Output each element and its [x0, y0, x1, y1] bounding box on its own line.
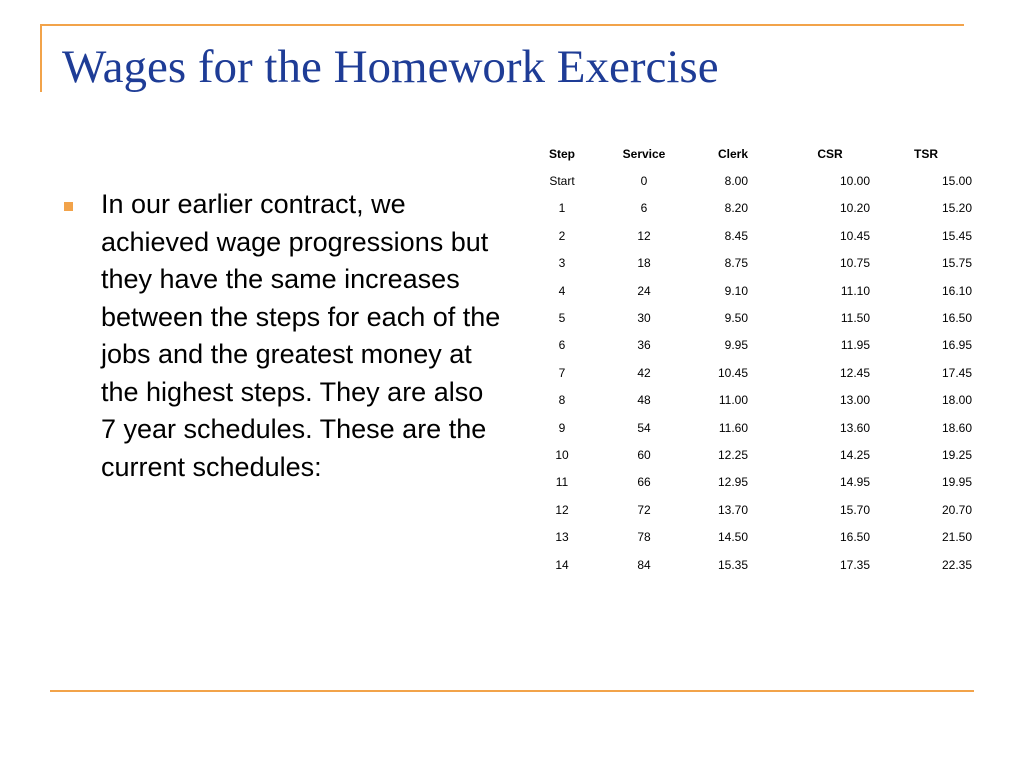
table-row	[520, 523, 974, 550]
cell-step: 1	[558, 201, 566, 216]
cell-csr: 10.45	[839, 228, 870, 243]
header-csr: CSR	[817, 146, 843, 161]
cell-csr: 16.50	[839, 530, 870, 545]
cell-service: 30	[637, 311, 651, 326]
cell-csr: 10.20	[839, 201, 870, 216]
cell-clerk: 10.45	[717, 365, 748, 380]
cell-tsr: 18.60	[941, 420, 972, 435]
cell-step: Start	[549, 174, 575, 189]
cell-step: 7	[558, 365, 566, 380]
cell-csr: 13.00	[839, 393, 870, 408]
table-row	[520, 167, 974, 194]
cell-service: 12	[637, 228, 651, 243]
cell-tsr: 16.10	[941, 283, 972, 298]
cell-step: 14	[555, 557, 569, 572]
cell-tsr: 15.20	[941, 201, 972, 216]
cell-step: 4	[558, 283, 566, 298]
slide-title: Wages for the Homework Exercise	[62, 41, 719, 93]
cell-step: 9	[558, 420, 566, 435]
table-row	[520, 250, 974, 277]
cell-service: 36	[637, 338, 651, 353]
cell-clerk: 11.00	[718, 393, 748, 408]
cell-csr: 12.45	[839, 365, 870, 380]
cell-csr: 13.60	[839, 420, 870, 435]
cell-tsr: 17.45	[941, 365, 972, 380]
cell-clerk: 8.75	[724, 256, 748, 271]
cell-csr: 14.95	[839, 475, 870, 490]
bottom-divider	[50, 690, 974, 692]
header-tsr: TSR	[914, 146, 938, 161]
cell-service: 18	[637, 256, 651, 271]
cell-tsr: 16.50	[941, 311, 972, 326]
cell-clerk: 12.95	[717, 475, 748, 490]
table-row	[520, 469, 974, 496]
cell-service: 24	[637, 283, 651, 298]
table-row	[520, 441, 974, 468]
cell-clerk: 11.60	[718, 420, 748, 435]
cell-tsr: 16.95	[941, 338, 972, 353]
cell-step: 6	[558, 338, 566, 353]
cell-tsr: 19.25	[941, 447, 972, 462]
wage-table	[520, 140, 974, 578]
cell-clerk: 15.35	[717, 557, 748, 572]
table-row	[520, 332, 974, 359]
cell-clerk: 9.50	[724, 311, 748, 326]
cell-tsr: 18.00	[941, 393, 972, 408]
cell-tsr: 15.45	[941, 228, 972, 243]
header-clerk: Clerk	[717, 146, 749, 161]
table-row	[520, 496, 974, 523]
bullet-text: In our earlier contract, we achieved wage progressions but they have the same increases between the steps for each of the jobs and the greatest money at the highest steps. They are also 7 year schedules. These are the current schedules:	[101, 189, 501, 482]
cell-service: 60	[637, 447, 651, 462]
cell-service: 0	[640, 174, 648, 189]
cell-clerk: 8.45	[724, 228, 748, 243]
cell-csr: 11.50	[840, 311, 870, 326]
cell-step: 8	[558, 393, 566, 408]
cell-step: 2	[558, 228, 566, 243]
table-row	[520, 414, 974, 441]
square-bullet-icon	[64, 202, 73, 211]
cell-clerk: 12.25	[717, 447, 748, 462]
cell-service: 48	[637, 393, 651, 408]
cell-csr: 11.95	[840, 338, 870, 353]
cell-step: 11	[555, 475, 569, 490]
cell-clerk: 13.70	[717, 502, 748, 517]
cell-service: 54	[637, 420, 651, 435]
cell-csr: 10.75	[839, 256, 870, 271]
cell-tsr: 15.00	[941, 174, 972, 189]
cell-clerk: 9.10	[724, 283, 748, 298]
table-row	[520, 551, 974, 578]
cell-step: 12	[555, 502, 569, 517]
table-row	[520, 387, 974, 414]
cell-csr: 14.25	[839, 447, 870, 462]
cell-step: 10	[555, 447, 569, 462]
cell-tsr: 22.35	[941, 557, 972, 572]
cell-clerk: 8.20	[724, 201, 748, 216]
table-row	[520, 359, 974, 386]
cell-clerk: 14.50	[717, 530, 748, 545]
cell-tsr: 20.70	[941, 502, 972, 517]
cell-service: 66	[637, 475, 651, 490]
table-row	[520, 304, 974, 331]
cell-step: 3	[558, 256, 566, 271]
cell-csr: 17.35	[839, 557, 870, 572]
table-row	[520, 222, 974, 249]
table-row	[520, 277, 974, 304]
cell-step: 13	[555, 530, 569, 545]
header-step: Step	[548, 146, 575, 161]
cell-step: 5	[558, 311, 566, 326]
cell-tsr: 21.50	[941, 530, 972, 545]
table-row	[520, 195, 974, 222]
table-header-row	[520, 140, 974, 167]
cell-csr: 10.00	[839, 174, 870, 189]
cell-service: 84	[637, 557, 651, 572]
cell-tsr: 19.95	[941, 475, 972, 490]
cell-csr: 15.70	[839, 502, 870, 517]
header-service: Service	[622, 146, 666, 161]
cell-csr: 11.10	[840, 283, 870, 298]
table-body	[520, 167, 974, 578]
cell-service: 6	[640, 201, 648, 216]
left-divider	[40, 24, 42, 92]
top-divider	[40, 24, 964, 26]
cell-service: 42	[637, 365, 651, 380]
cell-clerk: 9.95	[724, 338, 748, 353]
cell-clerk: 8.00	[724, 174, 748, 189]
cell-service: 78	[637, 530, 651, 545]
cell-service: 72	[637, 502, 651, 517]
cell-tsr: 15.75	[941, 256, 972, 271]
